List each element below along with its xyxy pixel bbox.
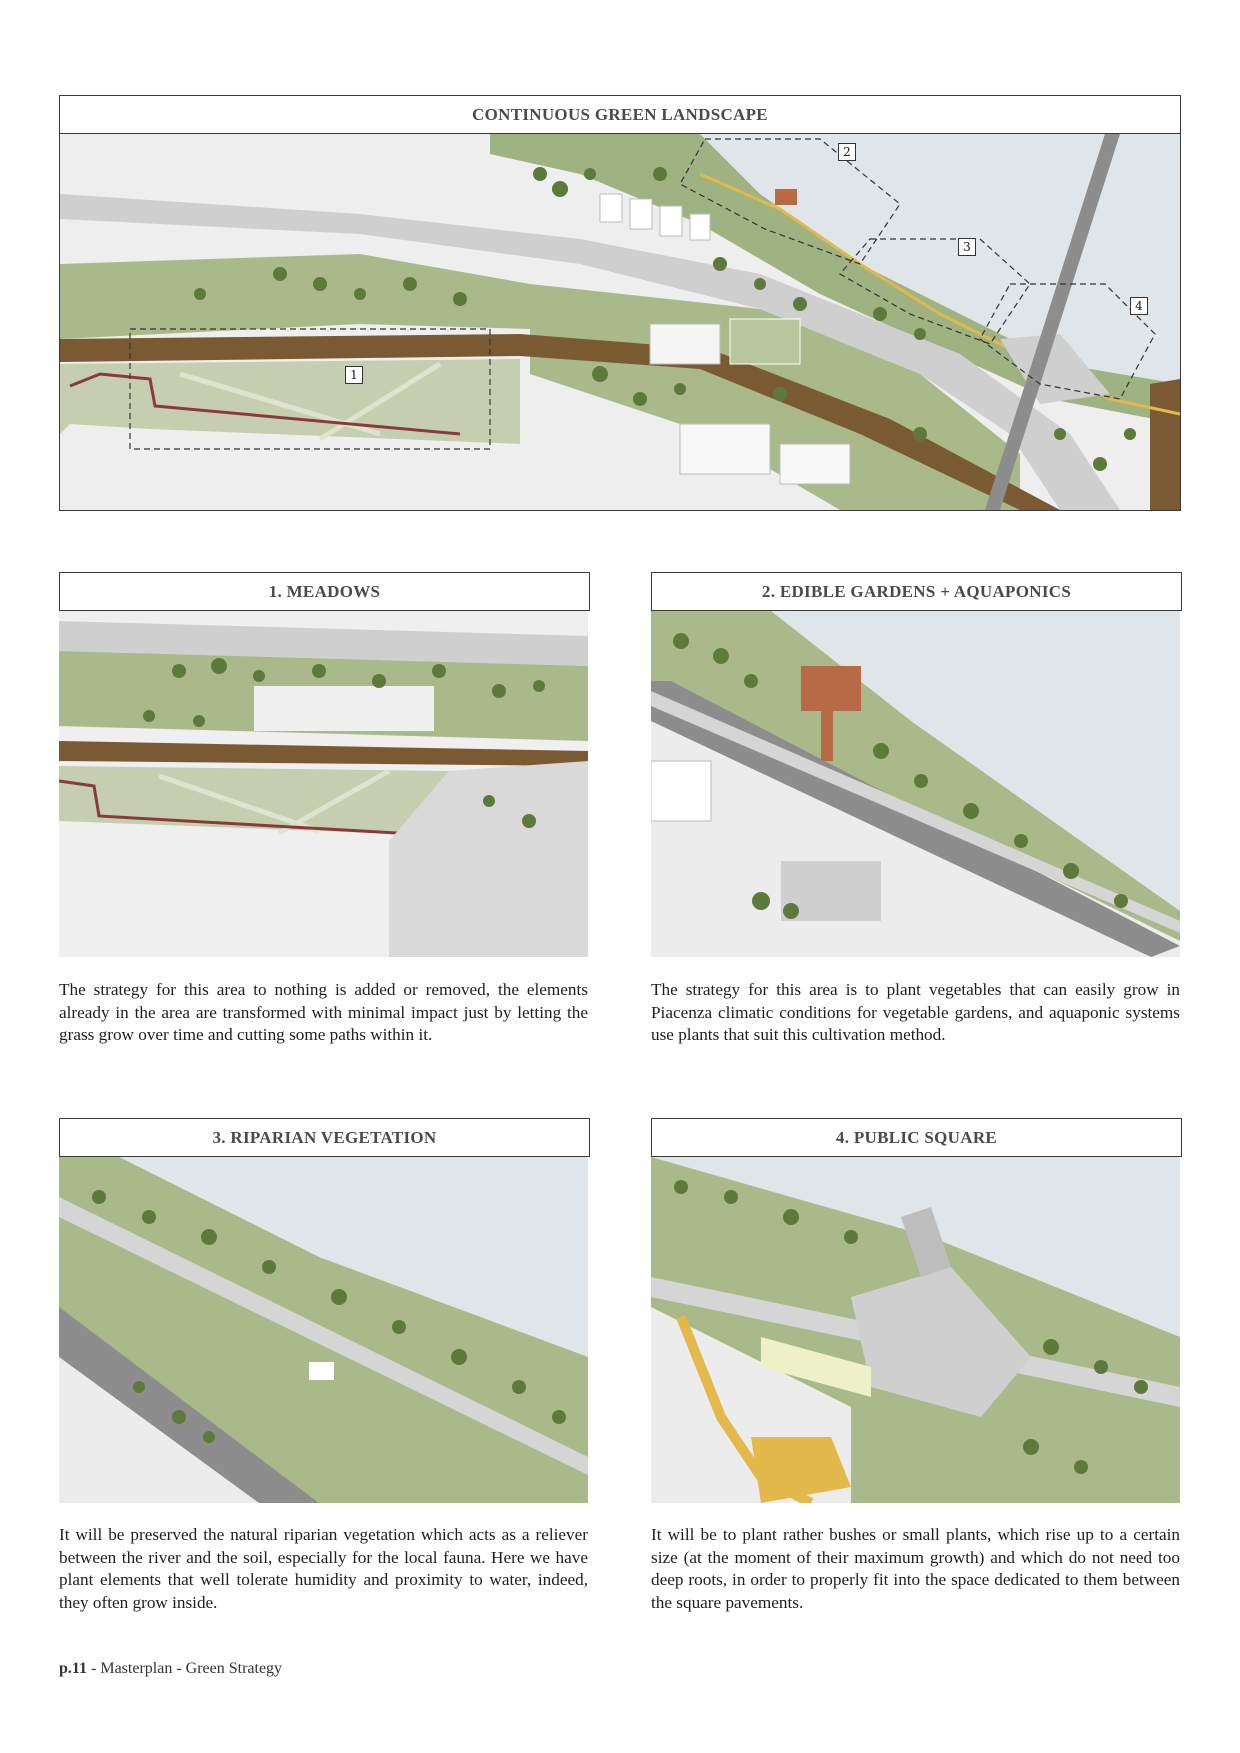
main-title-text: CONTINUOUS GREEN LANDSCAPE [472, 104, 768, 124]
panel-1-description: The strategy for this area to nothing is added or removed, the elements already in the area are transformed with minimal impact just by letting the grass grow over time and cutting some paths within it. [59, 980, 588, 1044]
panel-3-description: It will be preserved the natural riparian vegetation which acts as a reliever between the river and the soil, especially for the local fauna. Here we have plant elements that well tolerate humidity and proximity to water, indeed, they often grow inside. [59, 1525, 588, 1612]
panel-4-title-text: 4. PUBLIC SQUARE [835, 1127, 998, 1147]
page-number: p.11 [59, 1660, 88, 1677]
zone-label-2: 2 [838, 143, 856, 161]
panel-1-title [59, 572, 590, 611]
page-footer [59, 1660, 282, 1678]
footer-section: - Masterplan - Green Strategy [87, 1660, 283, 1677]
zone-label-1: 1 [345, 366, 363, 384]
panel-2-title-text: 2. EDIBLE GARDENS + AQUAPONICS [761, 581, 1072, 601]
panel-1-title-text: 1. MEADOWS [268, 581, 381, 601]
main-map-drawing [60, 134, 1180, 510]
panel-2-title [651, 572, 1182, 611]
zone-label-4: 4 [1130, 297, 1148, 315]
panel-2-description: The strategy for this area is to plant vegetables that can easily grow in Piacenza climatic conditions for vegetable gardens, and aquaponic systems use plants that suit this cultivation method. [651, 980, 1180, 1044]
panel-2-map [651, 611, 1180, 957]
main-masterplan-map [59, 133, 1181, 511]
panel-3-title [59, 1118, 590, 1157]
main-title [59, 95, 1181, 134]
panel-4-description: It will be to plant rather bushes or small plants, which rise up to a certain size (at the moment of their maximum growth) and which do not need too deep roots, in order to properly fit into the space dedicated to them between the square pavements. [651, 1525, 1180, 1612]
panel-3-title-text: 3. RIPARIAN VEGETATION [212, 1127, 437, 1147]
panel-1-map [59, 611, 588, 957]
panel-3-map [59, 1157, 588, 1503]
panel-4-map [651, 1157, 1180, 1503]
panel-4-title [651, 1118, 1182, 1157]
zone-label-3: 3 [958, 238, 976, 256]
